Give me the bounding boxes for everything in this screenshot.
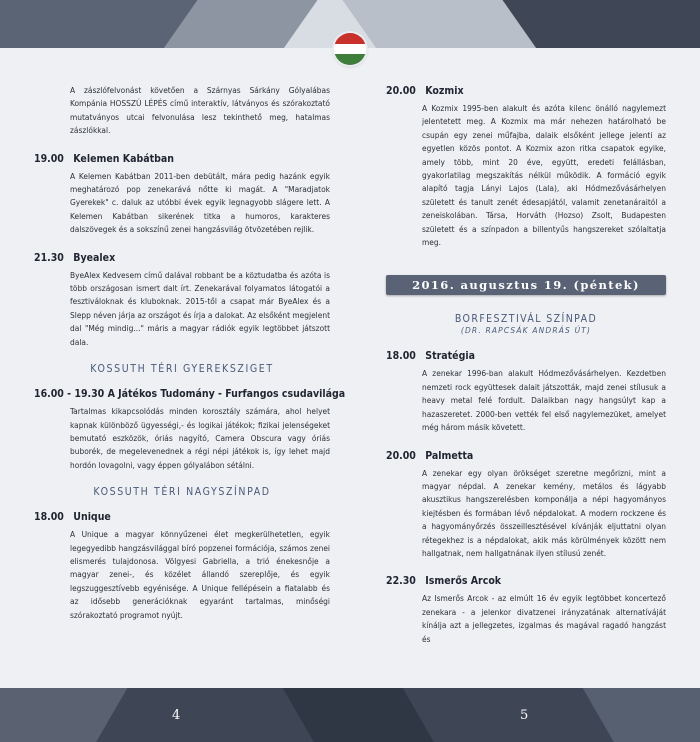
- right-page-column: [386, 84, 666, 646]
- date-banner: 2016. augusztus 19. (péntek): [386, 275, 666, 295]
- entry-description: A Kozmix 1995-ben alakult és azóta kilenc önálló nagylemezt jelentetett meg. A Kozmix ma már nehezen határolható be csupán egy zenei műfajba, dalaik elsőként jellege jelenti az egyetlen közös pontot. A Kozmix azon ritka csapatok egyike, amely több, mint 20 éve, együtt, eredeti felállásban, gyakorlatilag megszakítás nélkül működik. A formáció egyik alapító tagja Lányi Lajos (Lala), aki Hódmezővásárhelyen született és tanult zenét édesapjától, valamit zenetanáraitól a zeneiskolában. Társa, Horváth (Hozso) Zsolt, Budapesten született és a színpadon a billentyűs hangszereket szólaltatja meg.: [422, 103, 666, 248]
- entry-title: Palmetta: [425, 449, 474, 462]
- entry-time: 18.00: [34, 511, 64, 524]
- entry-title: Unique: [73, 511, 111, 524]
- entry-description: A zenekar egy olyan örökséget szeretne megőrizni, mint a magyar népdal. A zenekar kemény, metálos és lágyabb akusztikus hangszerelésben komponálja a népi hagyományos kiejtésben és formában lévő népdalokat. A modern rockzene és a hagyományőrzés összeillesztésével kívánják eljuttatni olyan rétegekhez is a népdalokat, akik más körülmények között nem hallgatnak, nem hallgatnának ilyen stílusú zenét.: [422, 467, 666, 558]
- entry-description: A Kelemen Kabátban 2011-ben debütált, mára pedig hazánk egyik meghatározó pop zenekarává nőtte ki magát. A "Maradjatok Gyerekek" c. daluk az utóbbi évek egyik legnagyobb slágere lett. A Kelemen Kabátban sikerének titka a humoros, karakteres dalszövegek és a sokszínű zenei hangzásvilág ötvözetében rejlik.: [70, 170, 330, 235]
- program-entry: [34, 152, 330, 237]
- entry-time: 18.00: [386, 350, 416, 363]
- entry-title: Byealex: [73, 251, 116, 264]
- program-entry: [386, 574, 666, 646]
- entry-heading: [34, 152, 330, 166]
- page-number-right: 5: [520, 708, 529, 723]
- program-entry: [34, 387, 346, 472]
- entry-heading: [34, 510, 330, 524]
- entry-time: 20.00: [386, 449, 416, 462]
- entry-time: 21.30: [34, 251, 64, 264]
- entry-time: 22.30: [386, 575, 416, 588]
- entry-title: Kelemen Kabátban: [73, 152, 174, 165]
- entry-title: Kozmix: [425, 85, 464, 97]
- entry-title: Stratégia: [425, 350, 475, 363]
- entry-heading: [386, 349, 666, 363]
- section-heading-nagyszinpad: KOSSUTH TÉRI NAGYSZÍNPAD: [93, 486, 271, 499]
- entry-description: A zenekar 1996-ban alakult Hódmezővásárhelyen. Kezdetben nemzeti rock együttesek dalait játszották, majd zenei stílusuk a heavy metal felé fordult. Dalaikban nagy hangsúlyt kap a hazaszeretet. 2000-ben vették fel első nagylemezüket, amelyet még három másik követett.: [422, 368, 666, 433]
- left-page-column: [34, 84, 346, 636]
- venue-name: BORFESZTIVÁL SZÍNPAD: [454, 313, 598, 326]
- hungarian-flag-icon: [334, 33, 366, 65]
- section-heading-gyereksziget: KOSSUTH TÉRI GYEREKSZIGET: [90, 363, 274, 376]
- entry-heading: [34, 251, 330, 265]
- program-entry: [386, 449, 666, 561]
- entry-heading: [386, 449, 666, 463]
- entry-title: A Játékos Tudomány - Furfangos csudavilága: [107, 388, 346, 401]
- page-number-left: 4: [172, 708, 181, 723]
- intro-paragraph: A zászlófelvonást követően a Szárnyas Sárkány Gólyalábas Kompánia HOSSZÚ LÉPÉS című interaktív, látványos és szórakoztató mutatványos utcai felvonulása lesz tekinthető meg, hatalmas zászlókkal.: [70, 85, 330, 136]
- program-entry: [386, 349, 666, 434]
- entry-description: ByeAlex Kedvesem című dalával robbant be a köztudatba és azóta is több országosan ismert dalt írt. Zenekarával folyamatos látogatói a fesztiváloknak és kluboknak. 2015-től a csapat már ByeAlex és a Slepp néven járja az országot és írja a dalokat. Az elsőként megjelent dal "Még mindig..." máris a magyar rádiók egyik legtöbbet játszott dala.: [70, 269, 330, 347]
- entry-time: 19.00: [34, 152, 64, 165]
- bottom-decor-band: [0, 688, 700, 742]
- entry-time: 20.00: [386, 85, 416, 97]
- venue-heading: [386, 313, 666, 335]
- program-entry: [34, 251, 330, 349]
- entry-description: Tartalmas kikapcsolódás minden korosztály számára, ahol helyet kapnak különböző ügyességi,- és logikai játékok; fizikai jelenségeket bemutató eszközök, óriás nagyító, Camera Obscura vagy óriás buborék, de megelevenednek a régi népi játékok is, így lehet majd hordón lovagolni, vagy éppen gólyalábon sétálni.: [70, 406, 330, 470]
- entry-heading: [386, 574, 666, 588]
- entry-description: Az Ismerős Arcok - az elmúlt 16 év egyik legtöbbet koncertező zenekara - a jelenkor divatzenei irányzatának alternatíváját kínálja azt a jellegzetes, izgalmas és magával ragadó hangzást és: [422, 593, 666, 644]
- venue-address: (DR. RAPCSÁK ANDRÁS ÚT): [460, 325, 592, 336]
- entry-heading: [34, 387, 346, 401]
- entry-heading: [386, 84, 666, 98]
- entry-description: A Unique a magyar könnyűzenei élet megkerülhetetlen, egyik legegyedibb hangzásvilággal bíró popzenei formációja, számos zenei elismerés tulajdonosa. Völgyesi Gabriella, a trió énekesnője a magyar zenei-, és közélet állandó szereplője, és egyik legszuggesztívebb egyénisége. A Unique fellépésein a fiatalabb és az idősebb generációknak egyaránt tartalmas, minőségi szórakoztató programot nyújt.: [70, 529, 330, 620]
- entry-time: 16.00 - 19.30: [34, 388, 105, 401]
- program-entry: [386, 84, 666, 249]
- program-entry: [34, 510, 330, 622]
- entry-title: Ismerős Arcok: [425, 575, 502, 588]
